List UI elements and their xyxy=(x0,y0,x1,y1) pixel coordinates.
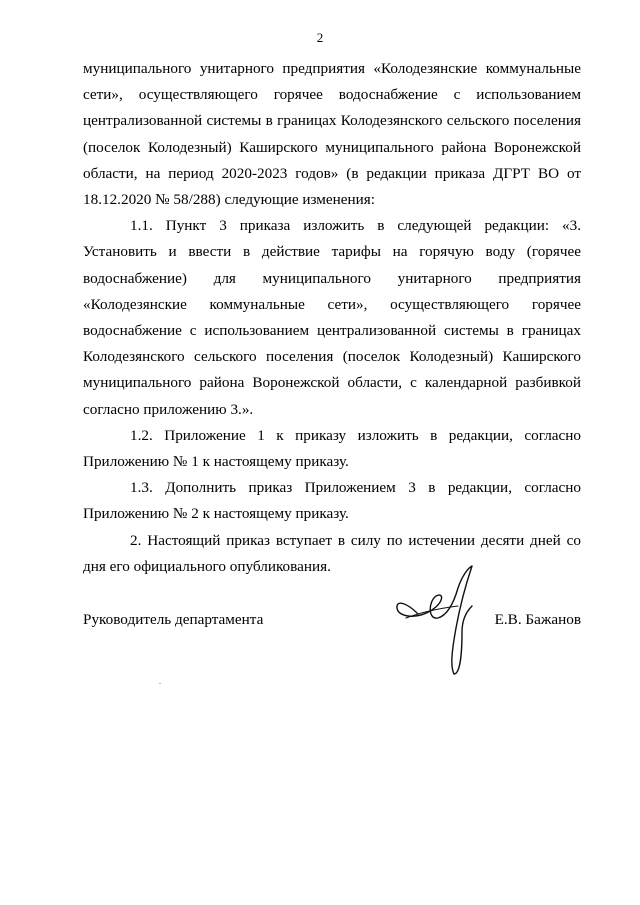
paragraph-intro-continuation: муниципального унитарного предприятия «Колодезянские коммунальные сети», осуществляющего горячее водоснабжение с использованием централизованной системы в границах Колодезянского сельского поселения (поселок Колодезный) Каширского муниципального района Воронежской области, на период 2020-2023 годов» (в редакции приказа ДГРТ ВО от 18.12.2020 № 58/288) следующие изменения: xyxy=(83,60,581,209)
signer-position: Руководитель департамента xyxy=(83,611,264,628)
scan-speck xyxy=(159,683,161,684)
paragraph-1-1: 1.1. Пункт 3 приказа изложить в следующей редакции: «3. Установить и ввести в действие тарифы на горячую воду (горячее водоснабжение) для муниципального унитарного предприятия «Колодезянские коммунальные сети», осуществляющего горячее водоснабжение с использованием централизованной системы в границах Колодезянского сельского поселения (поселок Колодезный) Каширского муниципального района Воронежской области, с календарной разбивкой согласно приложению 3.». xyxy=(83,217,581,418)
document-body xyxy=(83,56,581,580)
paragraph-2: 2. Настоящий приказ вступает в силу по истечении десяти дней со дня его официального опубликования. xyxy=(83,531,581,575)
signature-stroke-main xyxy=(397,566,472,674)
signature-block xyxy=(83,607,581,633)
page-number: 2 xyxy=(316,30,324,45)
handwritten-signature xyxy=(392,562,492,682)
paragraph-1-2: 1.2. Приложение 1 к приказу изложить в редакции, согласно Приложению № 1 к настоящему приказу. xyxy=(83,426,581,471)
signer-name: Е.В. Бажанов xyxy=(494,611,581,628)
paragraph-1-3: 1.3. Дополнить приказ Приложением 3 в редакции, согласно Приложению № 2 к настоящему приказу. xyxy=(83,479,581,523)
